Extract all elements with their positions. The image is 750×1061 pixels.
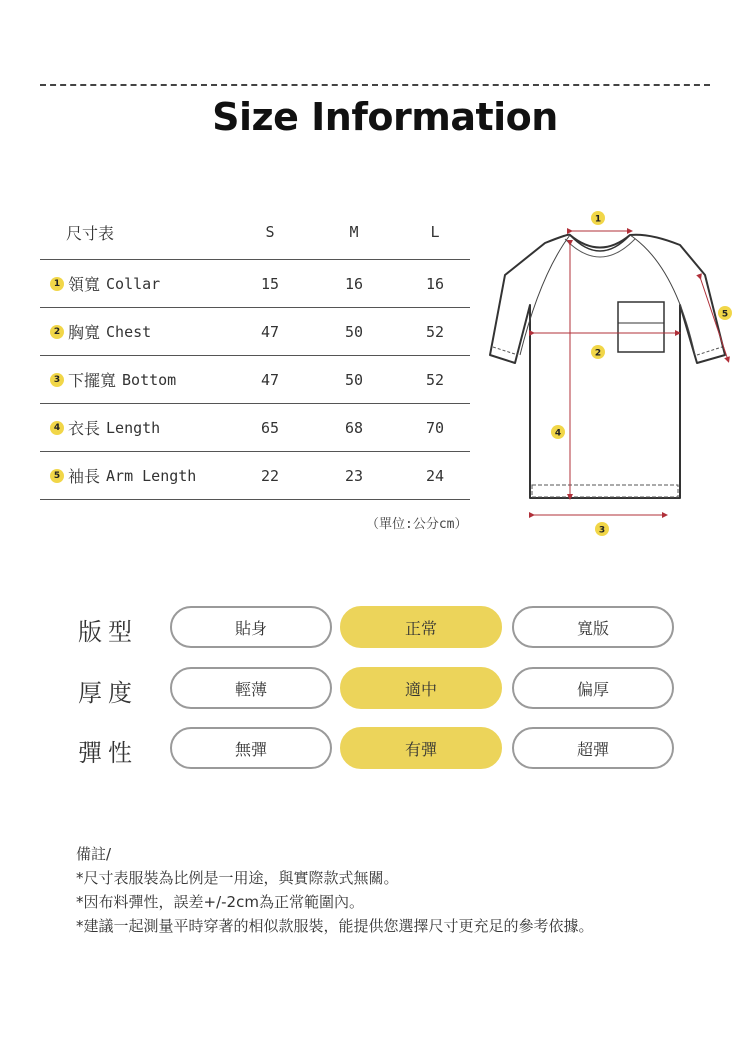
option-no-stretch[interactable]: 無彈 [170, 727, 332, 769]
shirt-outline [490, 235, 725, 498]
cuff-right [697, 347, 722, 355]
value-cell: 23 [344, 466, 364, 485]
value-cell: 52 [425, 322, 445, 341]
marker-badge: 3 [50, 373, 64, 387]
row-label-en: Chest [106, 322, 152, 341]
note-line: *因布料彈性，誤差+/-2cm為正常範圍內。 [76, 893, 364, 911]
value-cell: 47 [260, 370, 280, 389]
shirt-collar [570, 235, 630, 251]
option-regular[interactable]: 正常 [340, 606, 502, 648]
size-table [40, 205, 470, 500]
table-row-collar [40, 260, 470, 308]
table-row-chest [40, 308, 470, 356]
row-label-cn: 袖長 [68, 467, 101, 486]
row-label-en: Collar [106, 274, 161, 293]
notes [76, 842, 716, 938]
option-thick[interactable]: 偏厚 [512, 667, 674, 709]
notes-heading: 備註/ [76, 845, 112, 863]
row-label-en: Length [106, 418, 161, 437]
row-label-cn: 衣長 [68, 419, 101, 438]
option-fitted[interactable]: 貼身 [170, 606, 332, 648]
value-cell: 50 [344, 370, 364, 389]
value-cell: 16 [425, 274, 445, 293]
option-thin[interactable]: 輕薄 [170, 667, 332, 709]
note-line: *建議一起測量平時穿著的相似款服裝，能提供您選擇尺寸更充足的參考依據。 [76, 917, 594, 935]
svg-text:5: 5 [721, 309, 729, 320]
hem-band [532, 485, 678, 497]
size-l-header: L [430, 223, 440, 241]
row-label-cn: 胸寬 [68, 323, 101, 342]
attr-row-thickness [78, 667, 678, 713]
option-medium[interactable]: 適中 [340, 667, 502, 709]
attr-label-fit: 版型 [78, 617, 138, 646]
row-label-en: Bottom [122, 370, 177, 389]
attr-row-fit [78, 606, 678, 652]
raglan-seam-left [520, 235, 570, 355]
tshirt-diagram [485, 205, 735, 545]
svg-text:2: 2 [594, 348, 602, 359]
marker-badge: 4 [50, 421, 64, 435]
table-header-label: 尺寸表 [66, 223, 115, 243]
value-cell: 70 [425, 418, 445, 437]
attr-row-elasticity [78, 727, 678, 773]
marker-2 [591, 345, 605, 359]
marker-1 [591, 211, 605, 225]
unit-note: （單位:公分cm） [366, 517, 468, 532]
value-cell: 52 [425, 370, 445, 389]
value-cell: 47 [260, 322, 280, 341]
cuff-left [493, 347, 518, 355]
marker-3 [595, 522, 609, 536]
marker-badge: 5 [50, 469, 64, 483]
svg-text:1: 1 [594, 214, 602, 225]
option-super-stretch[interactable]: 超彈 [512, 727, 674, 769]
value-cell: 50 [344, 322, 364, 341]
value-cell: 16 [344, 274, 364, 293]
marker-badge: 1 [50, 277, 64, 291]
note-line: *尺寸表服裝為比例是一用途，與實際款式無關。 [76, 869, 399, 887]
value-cell: 65 [260, 418, 280, 437]
page-title: Size Information [212, 95, 558, 139]
attr-label-thickness: 厚度 [78, 678, 138, 707]
svg-text:4: 4 [554, 428, 562, 439]
attr-label-elasticity: 彈性 [78, 738, 138, 767]
size-m-header: M [349, 223, 359, 241]
pocket [618, 302, 664, 352]
option-stretch[interactable]: 有彈 [340, 727, 502, 769]
dashed-divider [40, 84, 710, 86]
value-cell: 15 [260, 274, 280, 293]
marker-badge: 2 [50, 325, 64, 339]
table-row-arm-length [40, 452, 470, 500]
table-header [40, 205, 470, 260]
value-cell: 24 [425, 466, 445, 485]
size-s-header: S [265, 223, 275, 241]
option-loose[interactable]: 寬版 [512, 606, 674, 648]
row-label-cn: 下擺寬 [68, 371, 117, 390]
value-cell: 68 [344, 418, 364, 437]
row-label-cn: 領寬 [68, 275, 101, 294]
marker-4 [551, 425, 565, 439]
row-label-en: Arm Length [106, 466, 197, 485]
value-cell: 22 [260, 466, 280, 485]
marker-5 [718, 306, 732, 320]
table-row-length [40, 404, 470, 452]
svg-text:3: 3 [598, 525, 606, 536]
table-row-bottom [40, 356, 470, 404]
